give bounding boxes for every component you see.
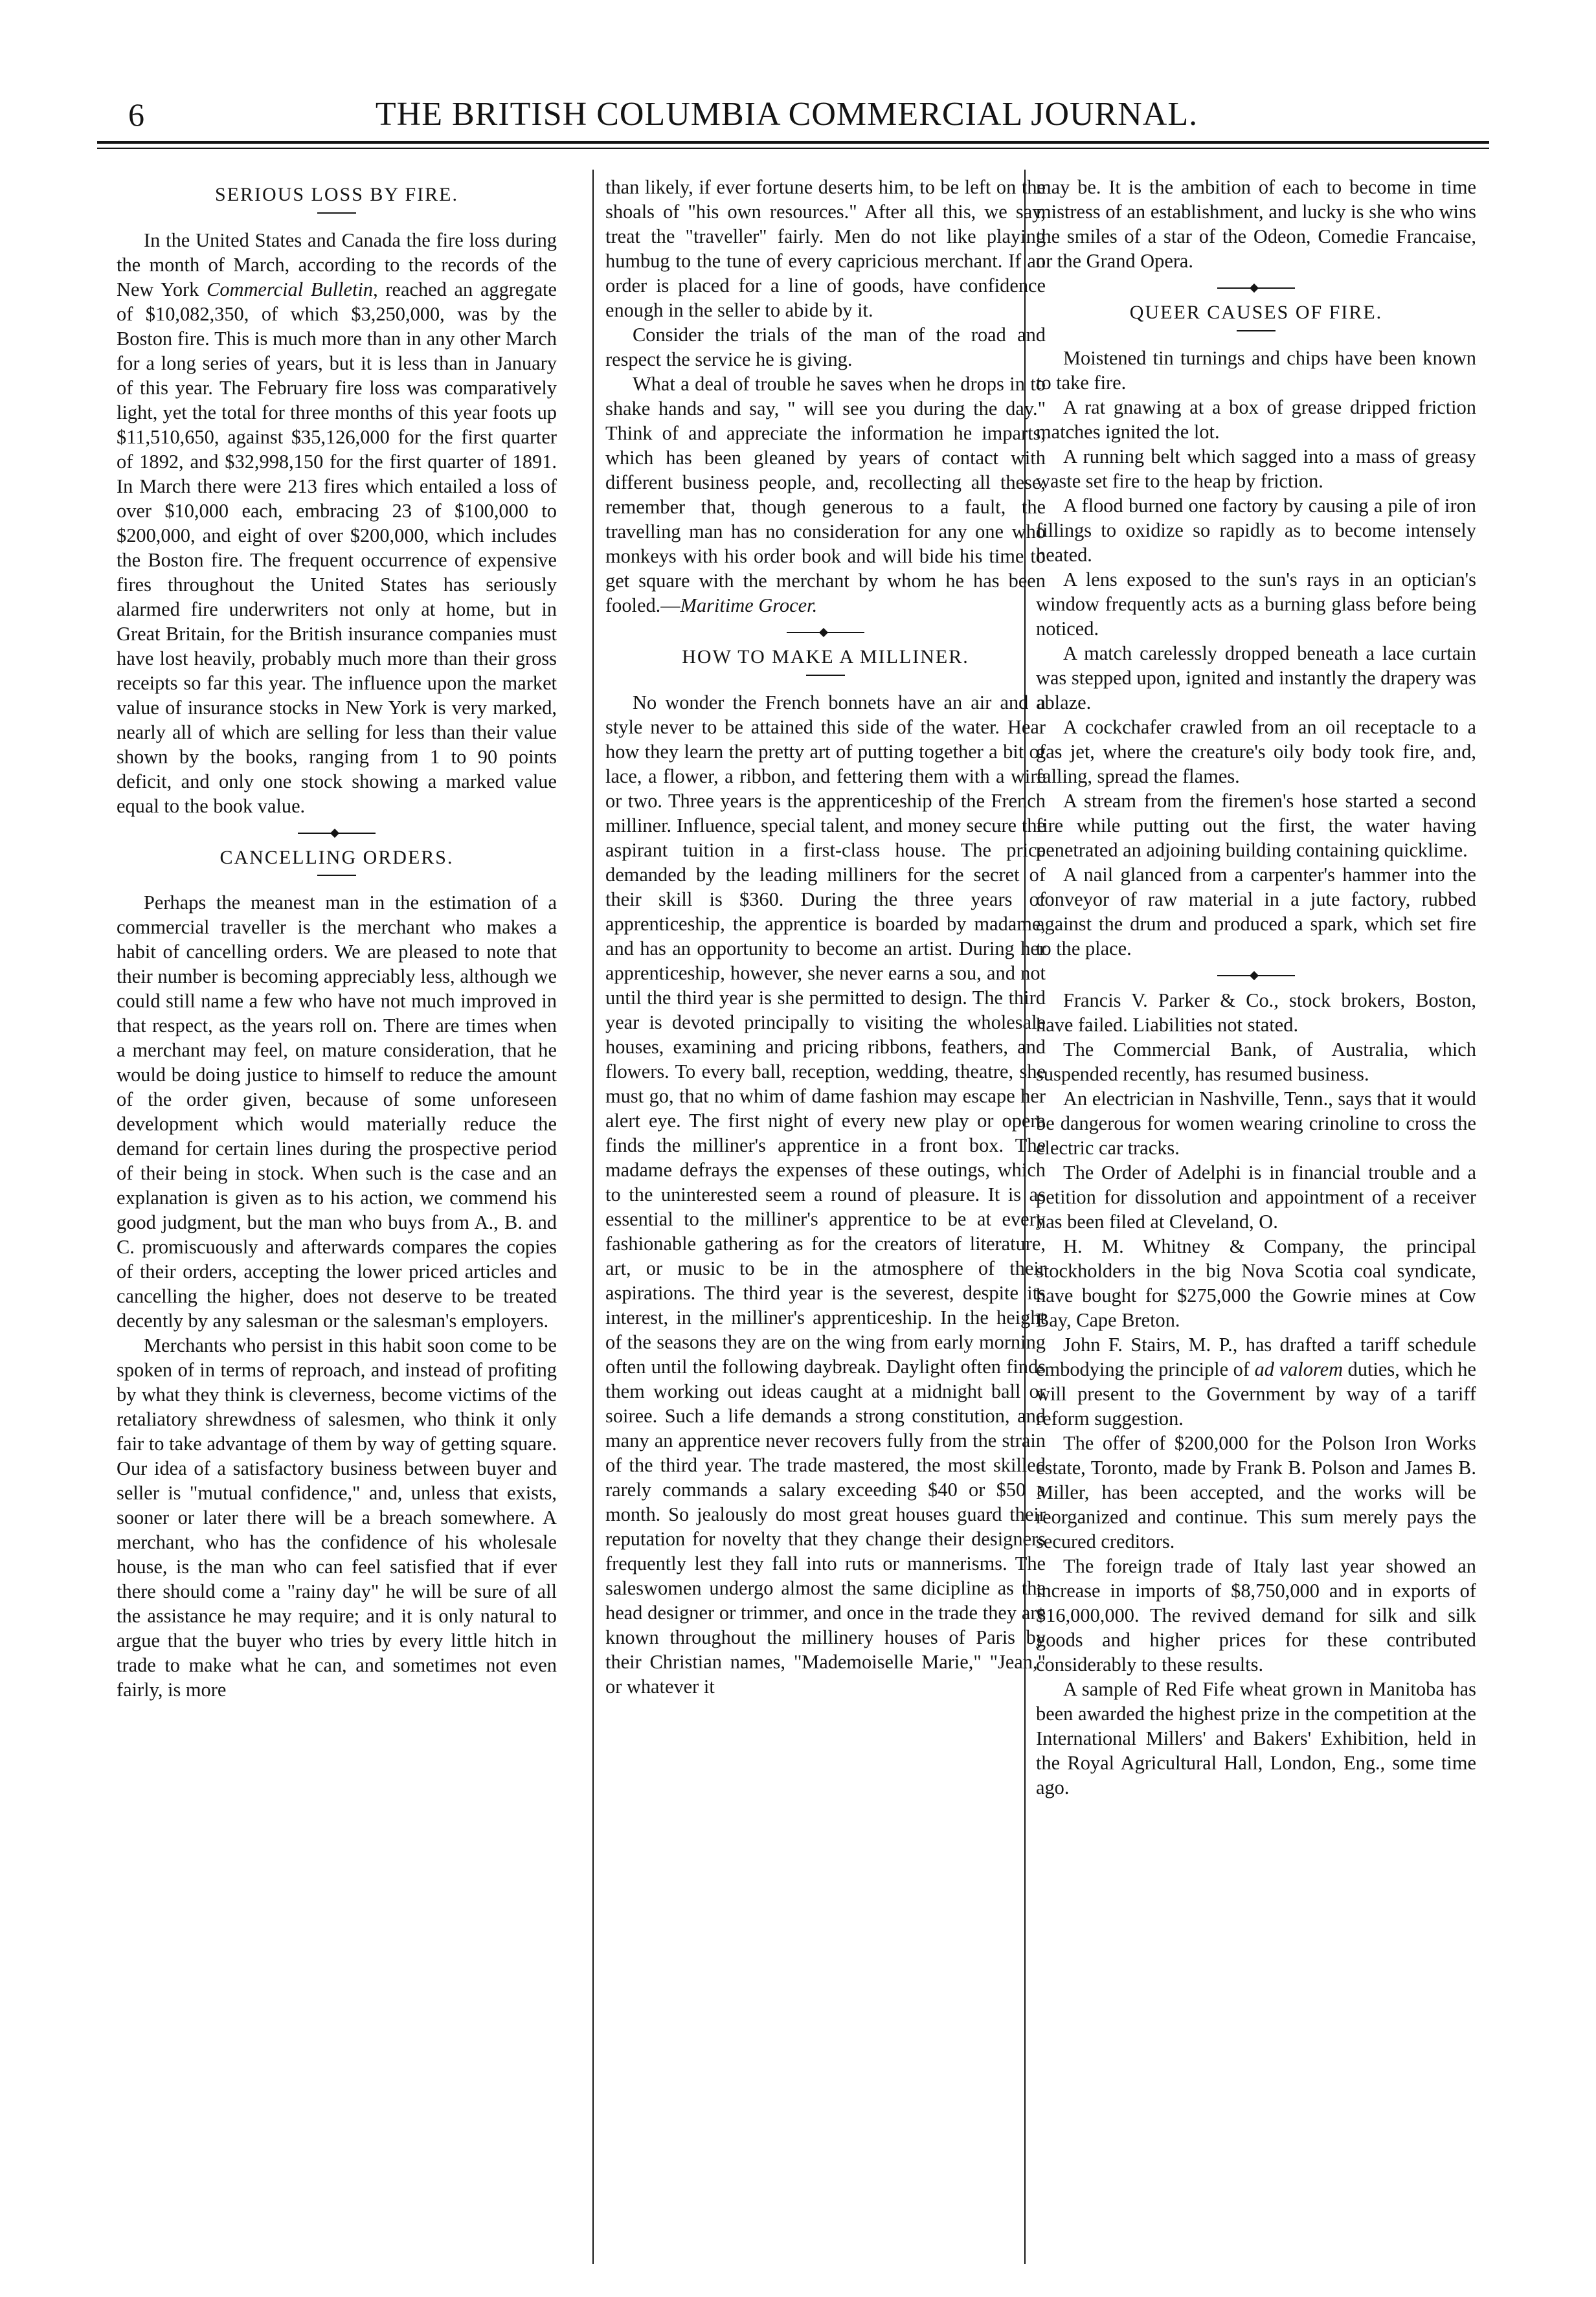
article-heading-how-to-make-a-milliner: HOW TO MAKE A MILLINER.: [682, 646, 969, 667]
source-credit: Maritime Grocer.: [680, 594, 818, 616]
article-heading-queer-causes-of-fire: QUEER CAUSES OF FIRE.: [1129, 302, 1383, 323]
news-item: The Commercial Bank, of Australia, which suspended recently, has resumed business.: [1036, 1038, 1476, 1085]
page-header: [97, 94, 1476, 135]
text-run: duties, which he will present to the Government by way of a tariff reform suggestion.: [1036, 1358, 1476, 1429]
article-paragraph: [117, 228, 557, 818]
news-item: The foreign trade of Italy last year showed an increase in imports of $8,750,000 and in exports of $16,000,000. The revived demand for silk and silk goods and higher prices for these contributed considerably to these results.: [1036, 1554, 1476, 1675]
heading-rule: [317, 875, 356, 876]
news-item: The offer of $200,000 for the Polson Iron Works estate, Toronto, made by Frank B. Polson and James B. Miller, has been accepted, and the works will be reorganized and continue. This sum merely pays the secured creditors.: [1036, 1431, 1476, 1552]
article-separator: [298, 833, 376, 834]
news-item: [1036, 1332, 1476, 1431]
column-1: [117, 175, 557, 2266]
article-paragraph: Consider the trials of the man of the road and respect the service he is giving.: [605, 324, 1046, 370]
article-paragraph: than likely, if ever fortune deserts him, to be left on the shoals of "his own resources." After all this, we say, treat the "traveller" fairly. Men do not like playing humbug to the tune of every capricious merchant. If an order is placed for a line of goods, have confidence enough in the seller to abide by it.: [605, 176, 1046, 321]
page-number: 6: [128, 96, 144, 133]
list-item: A nail glanced from a carpenter's hammer into the conveyor of raw material in a jute factory, rubbed against the drum and produced a spark, which set fire to the place.: [1036, 863, 1476, 959]
article-separator: [787, 632, 864, 633]
article-separator: [1217, 975, 1295, 976]
latin-term: ad valorem: [1254, 1358, 1343, 1380]
article-heading-serious-loss-by-fire: SERIOUS LOSS BY FIRE.: [215, 184, 458, 205]
column-divider-1: [592, 170, 594, 2264]
publication-name: Commercial Bulletin: [207, 278, 374, 300]
article-paragraph: may be. It is the ambition of each to become in time mistress of an establishment, and lucky is she who wins the smiles of a star of the Odeon, Comedie Francaise, or the Grand Opera.: [1036, 176, 1476, 272]
news-item: A sample of Red Fife wheat grown in Manitoba has been awarded the highest prize in the competition at the International Millers' and Bakers' Exhibition, held in the Royal Agricultural Hall, London, Eng., some time ago.: [1036, 1677, 1476, 1798]
news-item: H. M. Whitney & Company, the principal stockholders in the big Nova Scotia coal syndicate, have bought for $275,000 the Gowrie mines at Cow Bay, Cape Breton.: [1036, 1235, 1476, 1331]
article-paragraph: Merchants who persist in this habit soon come to be spoken of in terms of reproach, and instead of profiting by what they think is cleverness, become victims of the retaliatory shrewdness of salesmen, who think it only fair to take advantage of them by way of getting square. Our idea of a satisfactory business between buyer and seller is "mutual confidence," and, unless that exists, sooner or later there will be a breach somewhere. A merchant, who has the confidence of his wholesale house, is the man who can feel satisfied that if ever there should come a "rainy day" he will be sure of all the assistance he may require; and it is only natural to argue that the buyer who tries by every little hitch in trade to make what he can, and sometimes not even fairly, is more: [117, 1334, 557, 1701]
heading-rule: [1237, 330, 1276, 331]
article-paragraph: [605, 372, 1046, 618]
news-item: An electrician in Nashville, Tenn., says that it would be dangerous for women wearing crinoline to cross the electric car tracks.: [1036, 1087, 1476, 1159]
article-paragraph: No wonder the French bonnets have an air and a style never to be attained this side of the water. Hear how they learn the pretty art of putting together a bit of lace, a flower, a ribbon, and fettering them with a wire or two. Three years is the apprenticeship of the French milliner. Influence, special talent, and money secure the aspirant tuition in a first-class house. The price demanded by the leading milliners for the secret of their skill is $360. During the three years of apprenticeship, the apprentice is boarded by madame, and has an opportunity to become an artist. During her apprenticeship, however, she never earns a sou, and not until the third year is she permitted to design. The third year is devoted principally to visiting the wholesale houses, examining and pricing ribbons, feathers, and flowers. To every ball, reception, wedding, theatre, she must go, that no whim of dame fashion may escape her alert eye. The first night of every new play or opera finds the milliner's apprentice in a front box. The madame defrays the expenses of these outings, which to the uninterested seem a round of pleasure. It is as essential to the milliner's apprentice to be at every fashionable gathering as for the creators of literature, art, or music to be in the atmosphere of their aspirations. The third year is the severest, despite its interest, in the milliner's apprenticeship. In the height of the seasons they are on the wing from early morning often until the following daybreak. Daylight often finds them working out ideas caught at a midnight ball or soiree. Such a life demands a strong constitution, and many an apprentice never recovers fully from the strain of the third year. The trade mastered, the most skilled rarely commands a salary exceeding $40 or $50 a month. So jealously do most great houses guard their reputation for novelty that they change their designers frequently lest they fall into ruts or mannerisms. The saleswomen undergo almost the same dicipline as the head designer or trimmer, and once in the trade they are known throughout the millinery houses of Paris by their Christian names, "Mademoiselle Marie," "Jean," or whatever it: [605, 691, 1046, 1698]
list-item: A stream from the firemen's hose started a second fire while putting out the first, the water having penetrated an adjoining building containing quicklime.: [1036, 789, 1476, 861]
article-paragraph: Perhaps the meanest man in the estimation of a commercial traveller is the merchant who makes a habit of cancelling orders. We are pleased to note that their number is becoming appreciably less, although we could still name a few who have not much improved in that respect, as the years roll on. There are times when a merchant may feel, on mature consideration, that he would be doing justice to himself to reduce the amount of the order given, because of some unforeseen development which would materially reduce the demand for certain lines during the prospective period of their being in stock. When such is the case and an explanation is given as to his action, we commend his good judgment, but the man who buys from A., B. and C. promiscuously and afterwards compares the copies of their orders, accepting the lower priced articles and cancelling the higher, does not deserve to be treated decently by any salesman or the salesman's employers.: [117, 891, 557, 1332]
list-item: A rat gnawing at a box of grease dripped friction matches ignited the lot.: [1036, 396, 1476, 443]
news-item: Francis V. Parker & Co., stock brokers, Boston, have failed. Liabilities not stated.: [1036, 989, 1476, 1036]
list-item: A lens exposed to the sun's rays in an optician's window frequently acts as a burning glass before being noticed.: [1036, 568, 1476, 640]
heading-rule: [806, 675, 845, 676]
header-rule-thick: [97, 141, 1489, 144]
article-separator: [1217, 287, 1295, 289]
news-item: The Order of Adelphi is in financial trouble and a petition for dissolution and appointment of a receiver has been filed at Cleveland, O.: [1036, 1161, 1476, 1233]
list-item: A flood burned one factory by causing a pile of iron fillings to oxidize so rapidly as to become intensely heated.: [1036, 494, 1476, 566]
header-rule-thin: [97, 148, 1489, 149]
list-item: A match carelessly dropped beneath a lace curtain was stepped upon, ignited and instantly the drapery was ablaze.: [1036, 642, 1476, 713]
heading-rule: [317, 212, 356, 214]
list-item: A cockchafer crawled from an oil receptacle to a gas jet, where the creature's oily body took fire, and, falling, spread the flames.: [1036, 715, 1476, 787]
text-run: , reached an aggregate of $10,082,350, of which $3,250,000, was by the Boston fire. This is much more than in any other March for a long series of years, but it is less than in January of this year. The February fire loss was comparatively light, yet the total for three months of this year foots up $11,510,650, against $35,126,000 for the first quarter of 1892, and $32,998,150 for the first quarter of 1891. In March there were 213 fires which entailed a loss of over $10,000 each, embracing 23 of $100,000 to $200,000, and eight of over $200,000, which includes the Boston fire. The frequent occurrence of expensive fires throughout the United States has seriously alarmed fire underwriters not only at home, but in Great Britain, for the British insurance companies must have lost heavily, probably much more than their gross receipts so far this year. The influence upon the market value of insurance stocks in New York is very marked, nearly all of which are selling for less than their value shown by the books, ranging from 1 to 90 points deficit, and only one stock showing a marked value equal to the book value.: [117, 278, 557, 817]
text-run: In the United States and Canada the fire loss during the month of March, according to the records of the New York: [117, 229, 557, 300]
list-item: A running belt which sagged into a mass of greasy waste set fire to the heap by friction.: [1036, 445, 1476, 492]
article-heading-cancelling-orders: CANCELLING ORDERS.: [219, 846, 454, 868]
column-2: [605, 175, 1046, 2266]
text-run: John F. Stairs, M. P., has drafted a tariff schedule embodying the principle of: [1036, 1333, 1476, 1380]
column-3: [1036, 175, 1476, 2266]
journal-title: THE BRITISH COLUMBIA COMMERCIAL JOURNAL.: [375, 96, 1198, 133]
text-run: What a deal of trouble he saves when he drops in to shake hands and say, " will see you during the day." Think of and appreciate the information he imparts, which has been gleaned by years of contact with different business people, and, recollecting all these, remember that, though generous to a fault, the travelling man has no consideration for any one who monkeys with his order book and will bide his time to get square with the merchant by whom he has been fooled.—: [605, 373, 1046, 616]
list-item: Moistened tin turnings and chips have been known to take fire.: [1036, 346, 1476, 394]
